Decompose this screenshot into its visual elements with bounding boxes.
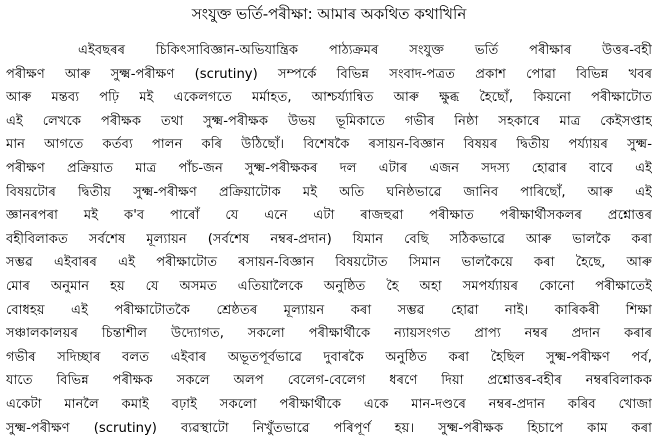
article-title: সংযুক্ত ভৰ্তি-পৰীক্ষা: আমাৰ অকথিত কথাখিনি xyxy=(0,4,658,24)
paragraph-line: সম্ভৱ এইবাৰৰ এই পৰীক্ষাটোত ৰসায়ন-বিজ্ঞান বিষয়টোত সিমান ভালকৈয়ে কৰা হৈছে, আৰু xyxy=(6,251,652,275)
paragraph-line: একেটা মানলৈ কমাই বঢ়াই সকলো পৰীক্ষাৰ্থীকে একে মান-দণ্ডৰে নম্বৰ-প্ৰদান কৰিব খোজা xyxy=(6,393,652,417)
paragraph-line: আৰু মন্তব্য পঢ়ি মই একেলগতে মৰ্মাহত, আশ্চৰ্য্যান্বিত আৰু ক্ষুব্ধ হৈছোঁ, কিয়নো পৰীক্ষাটোত xyxy=(6,86,652,110)
paragraph-line: সঞ্চালকালয়ৰ চিন্তাশীল উদ্যোগত, সকলো পৰীক্ষাৰ্থীকে ন্যায়সংগত প্ৰাপ্য নম্বৰ প্ৰদান কৰাৰ xyxy=(6,322,652,346)
paragraph-line: বহীবিলাকত সৰ্বশেষ মূল্যায়ন (সৰ্বশেষ নম্বৰ-প্ৰদান) যিমান বেছি সঠিকভাৱে আৰু ভালকৈ কৰা xyxy=(6,228,652,252)
paragraph-line: বিষয়টোৰ দ্বিতীয় সুক্ষ্ম-পৰীক্ষণ প্ৰক্ৰিয়াটোক মই অতি ঘনিষ্ঠভাৱে জানিব পাৰিছোঁ, আৰু এই xyxy=(6,181,652,205)
paragraph-line: গভীৰ সদিচ্ছাৰ বলত এইবাৰ অভূতপূৰ্বভাৱে দুবাৰকৈ অনুষ্ঠিত কৰা হৈছিল সুক্ষ্ম-পৰীক্ষণ পৰ্ব, xyxy=(6,346,652,370)
paragraph-line: পৰীক্ষণ প্ৰক্ৰিয়াত মাত্ৰ পাঁচ-জন সুক্ষ্ম-পৰীক্ষকৰ দল এটাৰ এজন সদস্য হোৱাৰ বাবে এই xyxy=(6,157,652,181)
paragraph-line: এইবছৰৰ চিকিৎসাবিজ্ঞান-অভিযান্ত্ৰিক পাঠ্যক্ৰমৰ সংযুক্ত ভৰ্তি পৰীক্ষাৰ উত্তৰ-বহী xyxy=(6,39,652,63)
paragraph-line: মোৰ অনুমান হয় যে অসমত এতিয়ালৈকে অনুষ্ঠিত হৈ অহা সমপৰ্য্যায়ৰ কোনো পৰীক্ষাতেই xyxy=(6,275,652,299)
article-body xyxy=(6,39,652,440)
paragraph-line: মান আগতে কৰ্তব্য পালন কৰি উঠিছোঁ। বিশেষকৈ ৰসায়ন-বিজ্ঞান বিষয়ৰ দ্বিতীয় পৰ্য্যায়ৰ সুক্ষ্ম- xyxy=(6,133,652,157)
paragraph-line: পৰীক্ষণ আৰু সুক্ষ্ম-পৰীক্ষণ (scrutiny) সম্পৰ্কে বিভিন্ন সংবাদ-পত্ৰত প্ৰকাশ পোৱা বিভিন্ন খবৰ xyxy=(6,63,652,87)
paragraph-line: এই লেখকে পৰীক্ষক তথা সুক্ষ্ম-পৰীক্ষক উভয় ভূমিকাতে গভীৰ নিষ্ঠা সহকাৰে মাত্ৰ কেইসপ্তাহ xyxy=(6,110,652,134)
paragraph-line: বোধহয় এই পৰীক্ষাটোতকৈ শ্ৰেষ্ঠতৰ মূল্যায়ন কৰা সম্ভৱ হোৱা নাই। কাৰিকৰী শিক্ষা xyxy=(6,299,652,323)
paragraph-line: যাতে বিভিন্ন পৰীক্ষক সকলে অলপ বেলেগ-বেলেগ ধৰণে দিয়া প্ৰশ্নোত্তৰ-বহীৰ নম্বৰবিলাকক xyxy=(6,369,652,393)
paragraph-line: সুক্ষ্ম-পৰীক্ষণ (scrutiny) ব্যৱস্থাটো নিখুঁতভাৱে পৰিপূৰ্ণ হয়। সুক্ষ্ম-পৰীক্ষক হিচাপে কাম কৰা xyxy=(6,417,652,440)
paragraph-line: জ্ঞানৰপৰা মই ক'ব পাৰোঁ যে এনে এটা ৰাজহুৱা পৰীক্ষাত পৰীক্ষাৰ্থীসকলৰ প্ৰশ্নোত্তৰ xyxy=(6,204,652,228)
